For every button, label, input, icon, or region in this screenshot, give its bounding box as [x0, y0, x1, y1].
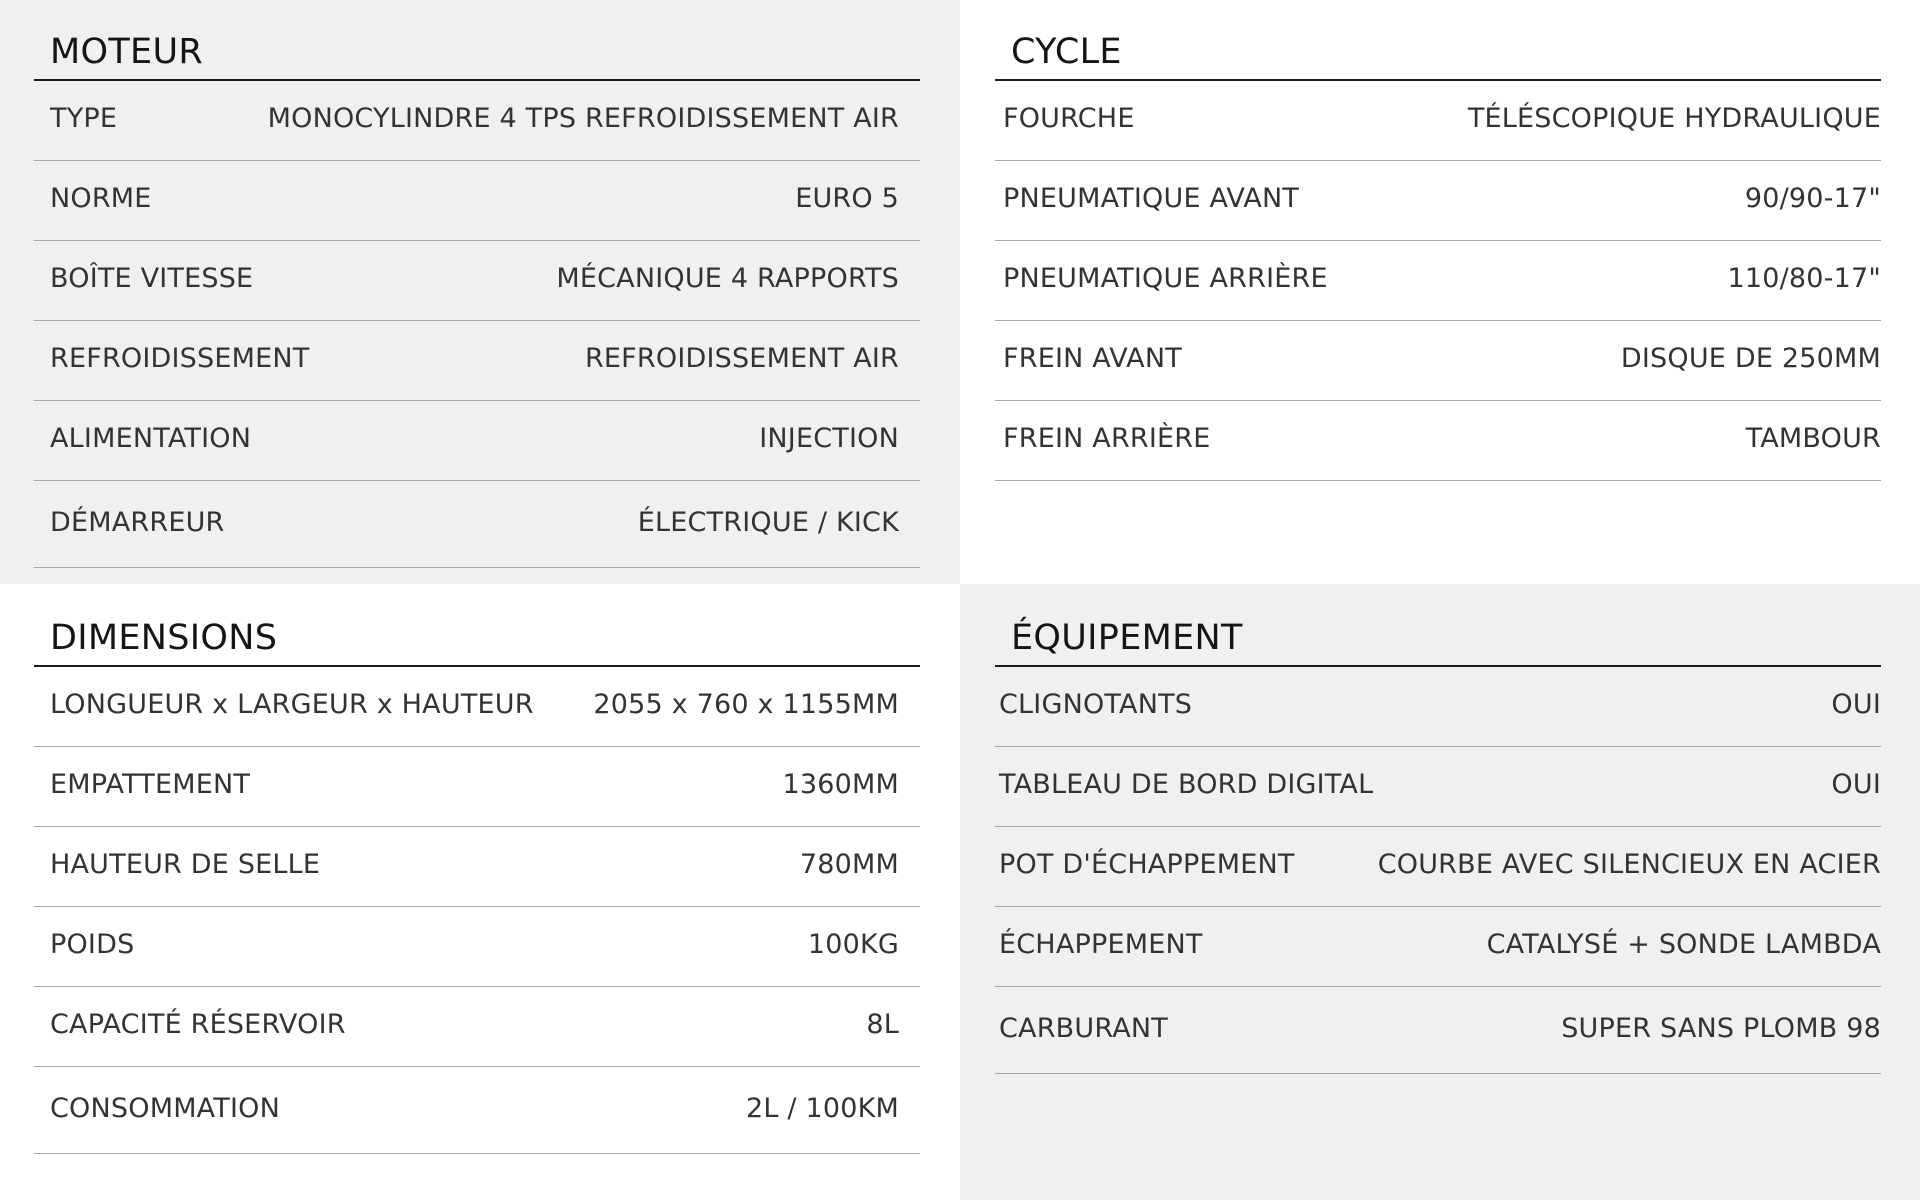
spec-value: MONOCYLINDRE 4 TPS REFROIDISSEMENT AIR — [267, 103, 899, 134]
cycle-spec-table — [995, 22, 1881, 481]
spec-label: HAUTEUR DE SELLE — [50, 849, 321, 880]
spec-value: REFROIDISSEMENT AIR — [584, 343, 899, 374]
spec-value: EURO 5 — [795, 183, 899, 214]
spec-value: MÉCANIQUE 4 RAPPORTS — [556, 263, 899, 294]
spec-row-longueur-largeur-hauteur — [34, 667, 920, 747]
spec-value: OUI — [1831, 769, 1881, 800]
spec-label: REFROIDISSEMENT — [50, 343, 310, 374]
spec-value: 100KG — [807, 929, 899, 960]
spec-label: ALIMENTATION — [50, 423, 252, 454]
spec-row-fourche — [995, 81, 1881, 161]
spec-value: COURBE AVEC SILENCIEUX EN ACIER — [1377, 849, 1881, 880]
spec-value: TÉLÉSCOPIQUE HYDRAULIQUE — [1467, 103, 1881, 134]
moteur-spec-table — [34, 22, 920, 568]
spec-label: LONGUEUR x LARGEUR x HAUTEUR — [50, 689, 534, 720]
spec-label: PNEUMATIQUE AVANT — [1003, 183, 1300, 214]
equipement-panel — [960, 584, 1920, 1200]
spec-value: 110/80-17" — [1727, 263, 1881, 294]
spec-value: OUI — [1831, 689, 1881, 720]
spec-row-hauteur-selle — [34, 827, 920, 907]
spec-row-type — [34, 81, 920, 161]
spec-row-pot-echappement — [995, 827, 1881, 907]
spec-row-echappement — [995, 907, 1881, 987]
spec-label: EMPATTEMENT — [50, 769, 251, 800]
spec-value: 90/90-17" — [1744, 183, 1881, 214]
equipement-spec-table — [995, 608, 1881, 1074]
spec-row-capacite-reservoir — [34, 987, 920, 1067]
cycle-panel — [960, 0, 1920, 584]
spec-label: ÉCHAPPEMENT — [999, 929, 1203, 960]
spec-value: 780MM — [799, 849, 899, 880]
spec-row-carburant — [995, 987, 1881, 1074]
spec-value: 2L / 100KM — [745, 1092, 899, 1124]
spec-value: 1360MM — [782, 769, 899, 800]
spec-label: TYPE — [50, 103, 118, 134]
spec-row-tableau-de-bord — [995, 747, 1881, 827]
moteur-panel — [0, 0, 960, 584]
equipement-title: ÉQUIPEMENT — [995, 608, 1881, 667]
spec-row-frein-arriere — [995, 401, 1881, 481]
spec-label: PNEUMATIQUE ARRIÈRE — [1003, 263, 1328, 294]
spec-value: 2055 x 760 x 1155MM — [593, 689, 899, 720]
spec-value: INJECTION — [759, 423, 899, 454]
spec-row-consommation — [34, 1067, 920, 1154]
spec-row-frein-avant — [995, 321, 1881, 401]
spec-row-alimentation — [34, 401, 920, 481]
spec-value: ÉLECTRIQUE / KICK — [637, 506, 899, 538]
spec-value: DISQUE DE 250MM — [1620, 343, 1881, 374]
spec-label: BOÎTE VITESSE — [50, 263, 254, 294]
spec-label: POIDS — [50, 929, 135, 960]
spec-row-boite-vitesse — [34, 241, 920, 321]
spec-label: DÉMARREUR — [50, 506, 225, 538]
spec-row-empattement — [34, 747, 920, 827]
spec-label: FOURCHE — [1003, 103, 1135, 134]
spec-row-norme — [34, 161, 920, 241]
spec-label: TABLEAU DE BORD DIGITAL — [999, 769, 1374, 800]
spec-label: FREIN ARRIÈRE — [1003, 423, 1211, 454]
spec-value: SUPER SANS PLOMB 98 — [1561, 1012, 1881, 1044]
spec-row-pneumatique-avant — [995, 161, 1881, 241]
cycle-title: CYCLE — [995, 22, 1881, 81]
spec-label: CONSOMMATION — [50, 1092, 280, 1124]
spec-row-refroidissement — [34, 321, 920, 401]
spec-value: 8L — [866, 1009, 899, 1040]
moteur-title: MOTEUR — [34, 22, 920, 81]
spec-row-demarreur — [34, 481, 920, 568]
spec-row-clignotants — [995, 667, 1881, 747]
spec-label: POT D'ÉCHAPPEMENT — [999, 849, 1295, 880]
spec-label: CLIGNOTANTS — [999, 689, 1193, 720]
spec-label: CARBURANT — [999, 1012, 1168, 1044]
dimensions-panel — [0, 584, 960, 1200]
spec-row-poids — [34, 907, 920, 987]
spec-value: TAMBOUR — [1745, 423, 1881, 454]
spec-row-pneumatique-arriere — [995, 241, 1881, 321]
dimensions-spec-table — [34, 608, 920, 1154]
spec-value: CATALYSÉ + SONDE LAMBDA — [1486, 929, 1881, 960]
spec-label: FREIN AVANT — [1003, 343, 1182, 374]
spec-label: NORME — [50, 183, 152, 214]
dimensions-title: DIMENSIONS — [34, 608, 920, 667]
spec-label: CAPACITÉ RÉSERVOIR — [50, 1009, 346, 1040]
